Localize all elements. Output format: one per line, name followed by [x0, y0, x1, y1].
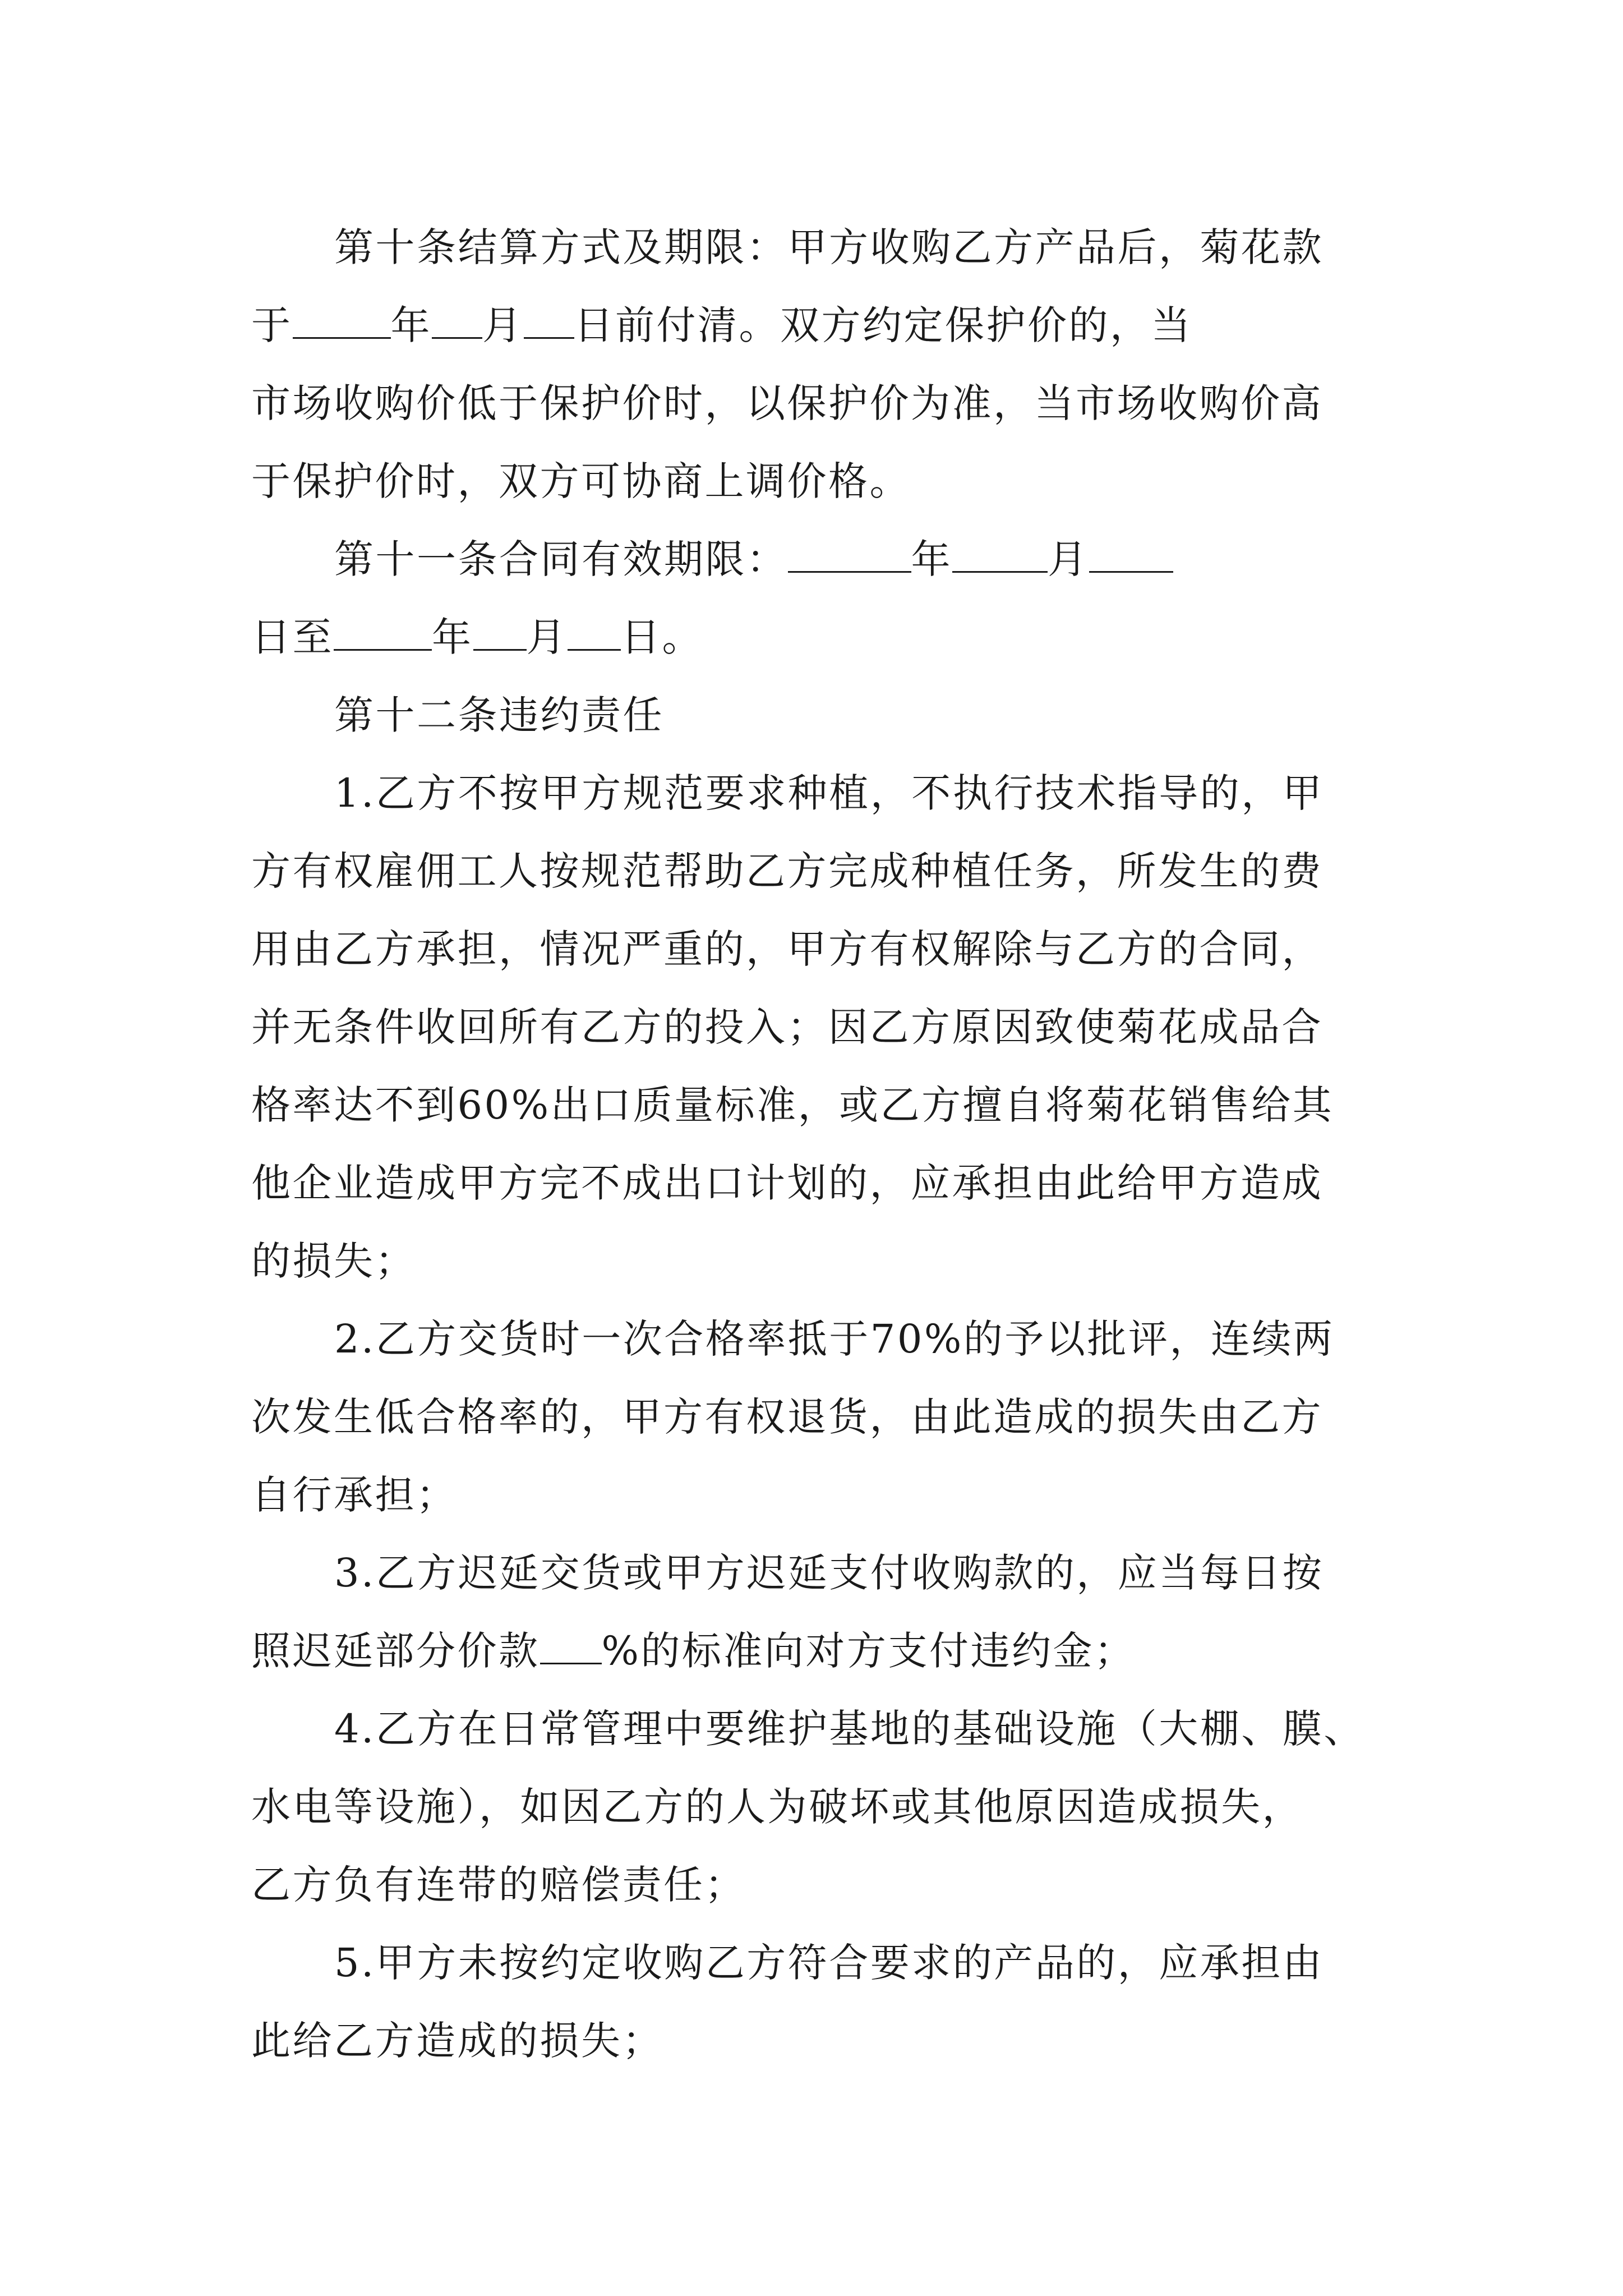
blank-field-year [293, 302, 391, 339]
text-segment: 日。 [621, 614, 703, 660]
clause-11-line-1 [251, 521, 1395, 599]
blank-field-month [952, 536, 1048, 573]
blank-field-day [568, 614, 621, 651]
item-1-line: 1.乙方不按甲方规范要求种植，不执行技术指导的，甲 [334, 770, 1324, 816]
clause-12-item-4 [251, 1690, 1395, 1924]
blank-field-percent [540, 1628, 602, 1664]
item-5-line: 此给乙方造成的损失； [251, 2018, 663, 2064]
document-page [251, 209, 1395, 2080]
clause-10-line-4: 于保护价时，双方可协商上调价格。 [251, 458, 911, 504]
clause-12-item-3 [251, 1534, 1395, 1690]
item-1-line: 用由乙方承担，情况严重的，甲方有权解除与乙方的合同， [251, 926, 1323, 972]
item-1-line: 格率达不到60%出口质量标准，或乙方擅自将菊花销售给其 [251, 1082, 1334, 1128]
blank-field-month [432, 302, 482, 339]
clause-12-title: 第十二条违约责任 [334, 692, 664, 738]
text-segment: 月 [1048, 536, 1089, 582]
blank-field-day [1089, 536, 1173, 573]
item-3-line [251, 1612, 1395, 1690]
clause-11-line-2 [251, 599, 1395, 677]
blank-field-month [473, 614, 527, 651]
clause-12-item-2 [251, 1300, 1395, 1534]
item-4-line: 乙方负有连带的赔偿责任； [251, 1862, 746, 1908]
blank-field-year [334, 614, 432, 651]
clause-12-item-5 [251, 1924, 1395, 2080]
text-segment: 年 [432, 614, 473, 660]
text-segment: 于 [251, 302, 293, 348]
clause-10 [251, 209, 1395, 521]
clause-10-line-1: 第十条结算方式及期限：甲方收购乙方产品后，菊花款 [334, 224, 1324, 270]
item-2-line: 2.乙方交货时一次合格率抵于70%的予以批评，连续两 [334, 1316, 1335, 1362]
item-4-line: 4.乙方在日常管理中要维护基地的基础设施（大棚、膜、 [334, 1706, 1365, 1752]
item-1-line: 他企业造成甲方完不成出口计划的，应承担由此给甲方造成 [251, 1160, 1323, 1206]
clause-10-line-3: 市场收购价低于保护价时，以保护价为准，当市场收购价高 [251, 380, 1323, 426]
text-segment: 年 [390, 302, 432, 348]
item-4-line: 水电等设施），如因乙方的人为破坏或其他原因造成损失， [251, 1784, 1303, 1830]
clause-10-line-2 [251, 287, 1395, 365]
blank-field-year [788, 536, 911, 573]
item-1-line: 并无条件收回所有乙方的投入；因乙方原因致使菊花成品合 [251, 1004, 1323, 1050]
item-5-line: 5.甲方未按约定收购乙方符合要求的产品的，应承担由 [334, 1940, 1324, 1986]
item-2-line: 自行承担； [251, 1472, 458, 1518]
blank-field-day [524, 302, 574, 339]
item-1-line: 的损失； [251, 1238, 416, 1284]
text-segment: 日前付清。双方约定保护价的，当 [574, 302, 1192, 348]
text-segment: %的标准向对方支付违约金； [601, 1628, 1136, 1674]
item-3-line: 3.乙方迟延交货或甲方迟延支付收购款的，应当每日按 [334, 1550, 1324, 1596]
item-1-line: 方有权雇佣工人按规范帮助乙方完成种植任务，所发生的费 [251, 848, 1323, 894]
clause-12 [251, 677, 1395, 2080]
clause-11 [251, 521, 1395, 677]
text-segment: 日至 [251, 614, 334, 660]
text-segment: 第十一条合同有效期限： [334, 536, 788, 582]
text-segment: 年 [911, 536, 952, 582]
clause-12-item-1 [251, 754, 1395, 1300]
text-segment: 月 [482, 302, 524, 348]
text-segment: 月 [526, 614, 568, 660]
text-segment: 照迟延部分价款 [251, 1628, 540, 1674]
item-2-line: 次发生低合格率的，甲方有权退货，由此造成的损失由乙方 [251, 1394, 1323, 1440]
